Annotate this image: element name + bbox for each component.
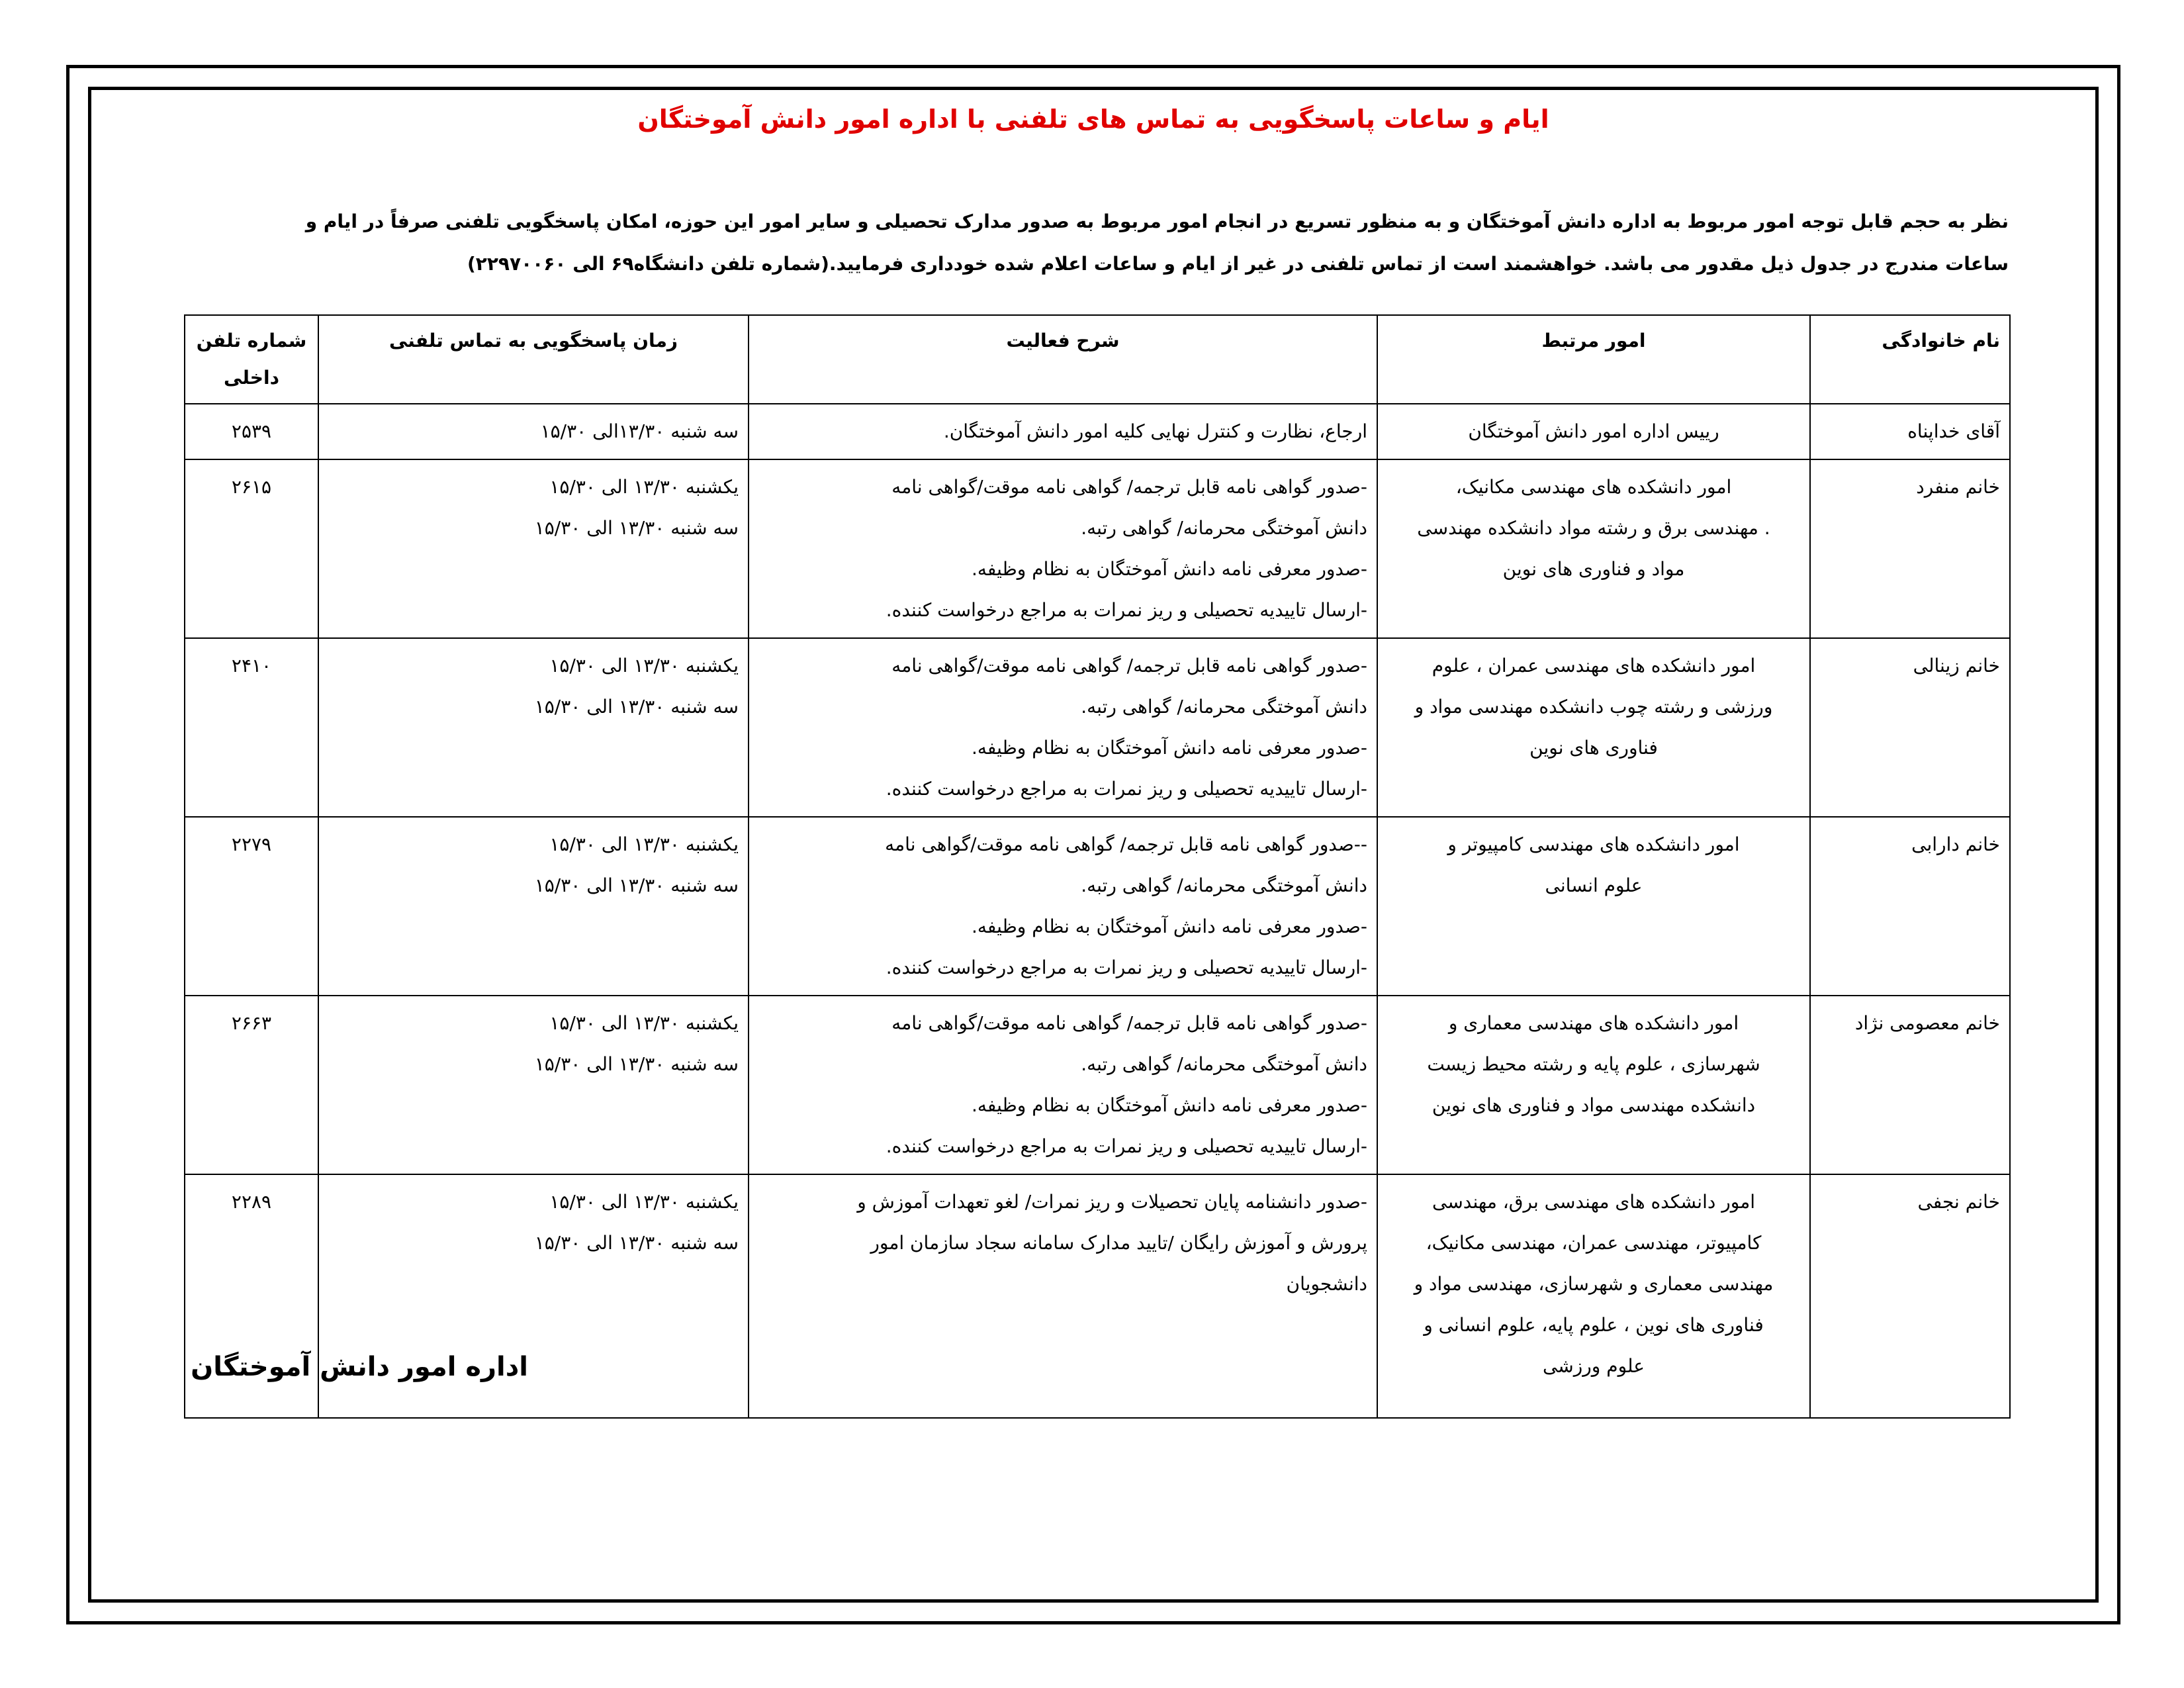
table-header-row [185, 315, 2010, 404]
related-line: علوم انسانی [1545, 874, 1643, 896]
cell-phone: ۲۶۶۳ [185, 996, 318, 1174]
cell-hours [318, 817, 749, 996]
activity-line: -صدور معرفی نامه دانش آموختگان به نظام وظیفه. [972, 558, 1367, 580]
hours-line: یکشنبه ۱۳/۳۰ الی ۱۵/۳۰ [549, 655, 739, 677]
header-related: امور مرتبط [1377, 315, 1810, 404]
activity-line: --صدور گواهی نامه قابل ترجمه/ گواهی نامه موقت/گواهی نامه [885, 833, 1367, 855]
cell-phone: ۲۲۸۹ [185, 1174, 318, 1418]
activity-line: دانشجویان [1286, 1273, 1367, 1295]
intro-paragraph [199, 201, 2009, 285]
page-title: ایام و ساعات پاسخگویی به تماس های تلفنی با اداره امور دانش آموختگان [637, 105, 1549, 134]
activity-line: -صدور گواهی نامه قابل ترجمه/ گواهی نامه موقت/گواهی نامه [891, 476, 1367, 498]
activity-line: -ارسال تاییدیه تحصیلی و ریز نمرات به مراجع درخواست کنندە. [886, 1135, 1367, 1157]
cell-name: خانم منفرد [1810, 459, 2010, 638]
cell-related [1377, 404, 1810, 459]
related-line: دانشکده مهندسی مواد و فناوری های نوین [1432, 1094, 1756, 1116]
activity-line: -ارسال تاییدیه تحصیلی و ریز نمرات به مراجع درخواست کنندە. [886, 599, 1367, 621]
cell-related [1377, 1174, 1810, 1418]
cell-name: خانم نجفی [1810, 1174, 2010, 1418]
cell-related [1377, 817, 1810, 996]
cell-hours [318, 404, 749, 459]
related-line: رییس اداره امور دانش آموختگان [1468, 420, 1719, 442]
related-line: مواد و فناوری های نوین [1502, 558, 1685, 580]
cell-name: خانم زینالی [1810, 638, 2010, 817]
activity-line: پرورش و آموزش رایگان /تایید مدارک سامانه سجاد سازمان امور [870, 1232, 1367, 1254]
hours-line: سه شنبه ۱۳/۳۰الی ۱۵/۳۰ [540, 420, 739, 442]
table-body [185, 404, 2010, 1418]
hours-line: یکشنبه ۱۳/۳۰ الی ۱۵/۳۰ [549, 1012, 739, 1034]
hours-line: یکشنبه ۱۳/۳۰ الی ۱۵/۳۰ [549, 1191, 739, 1213]
related-line: امور دانشکده های مهندسی مکانیک، [1455, 476, 1732, 498]
cell-hours [318, 996, 749, 1174]
table-row [185, 638, 2010, 817]
activity-line: ارجاع، نظارت و کنترل نهایی کلیه امور دانش آموختگان. [943, 420, 1367, 442]
activity-line: -صدور معرفی نامه دانش آموختگان به نظام وظیفه. [972, 737, 1367, 759]
related-line: امور دانشکده های مهندسی برق، مهندسی [1432, 1191, 1756, 1213]
related-line: ورزشی و رشته چوب دانشکده مهندسی مواد و [1414, 696, 1773, 718]
table-row [185, 459, 2010, 638]
cell-name: خانم معصومی نژاد [1810, 996, 2010, 1174]
intro-line-1: نظر به حجم قابل توجه امور مربوط به اداره دانش آموختگان و به منظور تسریع در انجام امور مربوط به صدور مدارک تحصیلی و سایر امور این حوزه، امکان پاسخگویی تلفنی صرفاً در ایام و [305, 211, 2009, 232]
cell-phone: ۲۴۱۰ [185, 638, 318, 817]
header-name: نام خانوادگی [1810, 315, 2010, 404]
table-row [185, 404, 2010, 459]
related-line: فناوری های نوین [1529, 737, 1658, 759]
activity-line: -ارسال تاییدیه تحصیلی و ریز نمرات به مراجع درخواست کنندە. [886, 957, 1367, 978]
header-phone: شماره تلفن داخلی [185, 315, 318, 404]
hours-line: سه شنبه ۱۳/۳۰ الی ۱۵/۳۰ [534, 517, 739, 539]
activity-line: -صدور گواهی نامه قابل ترجمه/ گواهی نامه موقت/گواهی نامه [891, 655, 1367, 677]
activity-line: دانش آموختگی محرمانه/ گواهی رتبه. [1081, 696, 1367, 718]
header-hours: زمان پاسخگویی به تماس تلفنی [318, 315, 749, 404]
activity-line: -صدور معرفی نامه دانش آموختگان به نظام وظیفه. [972, 915, 1367, 937]
activity-line: دانش آموختگی محرمانه/ گواهی رتبه. [1081, 874, 1367, 896]
activity-line: دانش آموختگی محرمانه/ گواهی رتبه. [1081, 1053, 1367, 1075]
related-line: کامپیوتر، مهندسی عمران، مهندسی مکانیک، [1426, 1232, 1762, 1254]
hours-line: سه شنبه ۱۳/۳۰ الی ۱۵/۳۰ [534, 1053, 739, 1075]
intro-line-2: ساعات مندرج در جدول ذیل مقدور می باشد. خواهشمند است از تماس تلفنی در غیر از ایام و ساعات اعلام شده خودداری فرمایید.(شماره تلفن دانشگاه۶۹ الی ۲۲۹۷۰۰۶۰) [467, 253, 2009, 275]
activity-line: دانش آموختگی محرمانه/ گواهی رتبه. [1081, 517, 1367, 539]
cell-hours [318, 459, 749, 638]
cell-name: آقای خداپناه [1810, 404, 2010, 459]
activity-line: -صدور گواهی نامه قابل ترجمه/ گواهی نامه موقت/گواهی نامه [891, 1012, 1367, 1034]
header-activity: شرح فعالیت [749, 315, 1377, 404]
related-line: . مهندسی برق و رشته مواد دانشکده مهندسی [1417, 517, 1770, 539]
cell-related [1377, 459, 1810, 638]
cell-phone: ۲۶۱۵ [185, 459, 318, 638]
cell-activity [749, 459, 1377, 638]
cell-activity [749, 996, 1377, 1174]
cell-activity [749, 1174, 1377, 1418]
footer-signature: اداره امور دانش آموختگان [191, 1352, 528, 1382]
cell-activity [749, 817, 1377, 996]
cell-related [1377, 996, 1810, 1174]
related-line: امور دانشکده های مهندسی کامپیوتر و [1447, 833, 1740, 855]
hours-line: یکشنبه ۱۳/۳۰ الی ۱۵/۳۰ [549, 476, 739, 498]
related-line: فناوری های نوین ، علوم پایه، علوم انسانی و [1424, 1314, 1764, 1336]
cell-hours [318, 638, 749, 817]
cell-name: خانم دارابی [1810, 817, 2010, 996]
hours-line: یکشنبه ۱۳/۳۰ الی ۱۵/۳۰ [549, 833, 739, 855]
cell-phone: ۲۵۳۹ [185, 404, 318, 459]
related-line: امور دانشکده های مهندسی معماری و [1448, 1012, 1739, 1034]
activity-line: -صدور معرفی نامه دانش آموختگان به نظام وظیفه. [972, 1094, 1367, 1116]
related-line: امور دانشکده های مهندسی عمران ، علوم [1432, 655, 1756, 677]
related-line: علوم ورزشی [1542, 1355, 1645, 1377]
hours-line: سه شنبه ۱۳/۳۰ الی ۱۵/۳۰ [534, 1232, 739, 1254]
hours-line: سه شنبه ۱۳/۳۰ الی ۱۵/۳۰ [534, 696, 739, 718]
related-line: مهندسی معماری و شهرسازی، مهندسی مواد و [1414, 1273, 1774, 1295]
schedule-table [184, 314, 2011, 1419]
cell-activity [749, 638, 1377, 817]
cell-related [1377, 638, 1810, 817]
table-row [185, 817, 2010, 996]
hours-line: سه شنبه ۱۳/۳۰ الی ۱۵/۳۰ [534, 874, 739, 896]
activity-line: -صدور دانشنامه پایان تحصیلات و ریز نمرات/ لغو تعهدات آموزش و [857, 1191, 1367, 1213]
table-row [185, 996, 2010, 1174]
cell-activity [749, 404, 1377, 459]
related-line: شهرسازی ، علوم پایه و رشته محیط زیست [1427, 1053, 1760, 1075]
activity-line: -ارسال تاییدیه تحصیلی و ریز نمرات به مراجع درخواست کنندە. [886, 778, 1367, 800]
cell-phone: ۲۲۷۹ [185, 817, 318, 996]
